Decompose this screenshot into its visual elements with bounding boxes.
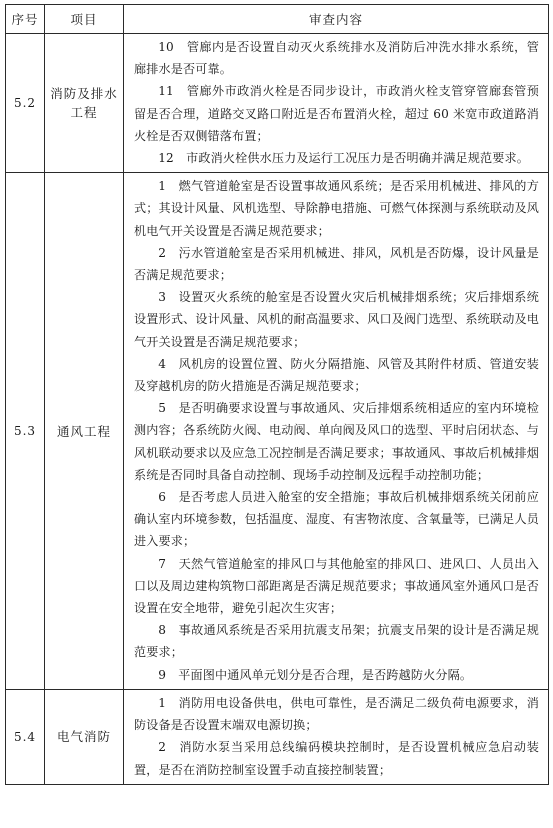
header-review-content: 审查内容: [124, 5, 549, 34]
row-item-name: [45, 173, 124, 690]
row-review-content: [124, 173, 549, 690]
table-row-ventilation: [6, 173, 549, 690]
item-name-line: 通风工程: [56, 423, 111, 439]
review-clause: 4 风机房的设置位置、防火分隔措施、风管及其附件材质、管道安装及穿越机房的防火措施是否满足规范要求；: [134, 356, 539, 394]
review-clause: 11 管廊外市政消火栓是否同步设计，市政消火栓支管穿管廊套管预留是否合理，道路交叉路口附近是否布置消火栓，超过 60 米宽市政道路消火栓是否双侧错落布置；: [134, 84, 539, 143]
item-name-line: 工程: [70, 105, 98, 121]
row-serial-number: 5.3: [6, 173, 45, 690]
row-item-name: [45, 689, 124, 784]
row-serial-number: 5.2: [6, 34, 45, 173]
review-clause: 1 燃气管道舱室是否设置事故通风系统；是否采用机械进、排风的方式；其设计风量、风机选型、导除静电措施、可燃气体探测与系统联动及风机电气开关设置是否满足规范要求；: [134, 179, 539, 238]
review-clause: 2 消防水泵当采用总线编码模块控制时，是否设置机械应急启动装置，是否在消防控制室设置手动直接控制装置；: [134, 740, 539, 777]
table-row-fire-drainage: [6, 34, 549, 173]
review-clause: 3 设置灭火系统的舱室是否设置火灾后机械排烟系统；灾后排烟系统设置形式、设计风量、风机的耐高温要求、风口及阀门选型、系统联动及电气开关设置是否满足规范要求；: [134, 290, 539, 349]
review-clause: 9 平面图中通风单元划分是否合理，是否跨越防火分隔。: [158, 667, 473, 682]
item-name-line: 消防及排水: [50, 86, 118, 102]
review-clause: 1 消防用电设备供电，供电可靠性，是否满足二级负荷电源要求，消防设备是否设置末端双电源切换；: [134, 695, 539, 733]
review-clause: 8 事故通风系统是否采用抗震支吊架；抗震支吊架的设计是否满足规范要求；: [134, 623, 539, 660]
item-name-line: 电气消防: [56, 729, 111, 745]
header-item: 项目: [45, 5, 124, 34]
review-clause: 5 是否明确要求设置与事故通风、灾后排烟系统相适应的室内环境检测内容；各系统防火阀、电动阀、单向阀及风口的选型、平时启闭状态、与风机联动要求以及应急工况控制是否满足要求；事故通风、事故后机械排烟系统是否同时具备自动控制、现场手动控制及远程手动控制功能；: [134, 401, 539, 482]
review-clause: 2 污水管道舱室是否采用机械进、排风，风机是否防爆，设计风量是否满足规范要求；: [134, 245, 539, 283]
row-serial-number: 5.4: [6, 689, 45, 784]
row-review-content: [124, 34, 549, 173]
row-review-content: [124, 689, 549, 784]
review-clause: 10 管廊内是否设置自动灭火系统排水及消防后冲洗水排水系统，管廊排水是否可靠。: [134, 40, 539, 77]
review-clause: 7 天然气管道舱室的排风口与其他舱室的排风口、进风口、人员出入口以及周边建构筑物口部距离是否满足规范要求；事故通风室外通风口是否设置在安全地带，避免引起次生灾害；: [134, 556, 539, 616]
review-table: [5, 4, 549, 785]
review-clause: 6 是否考虑人员进入舱室的安全措施；事故后机械排烟系统关闭前应确认室内环境参数，包括温度、湿度、有害物浓度、含氧量等，已满足人员进入要求；: [134, 490, 539, 549]
table-row-electrical-fire: [6, 689, 549, 784]
table-header-row: [6, 5, 549, 34]
review-clause: 12 市政消火栓供水压力及运行工况压力是否明确并满足规范要求。: [158, 151, 529, 166]
row-item-name: [45, 34, 124, 173]
header-serial-number: 序号: [6, 5, 45, 34]
